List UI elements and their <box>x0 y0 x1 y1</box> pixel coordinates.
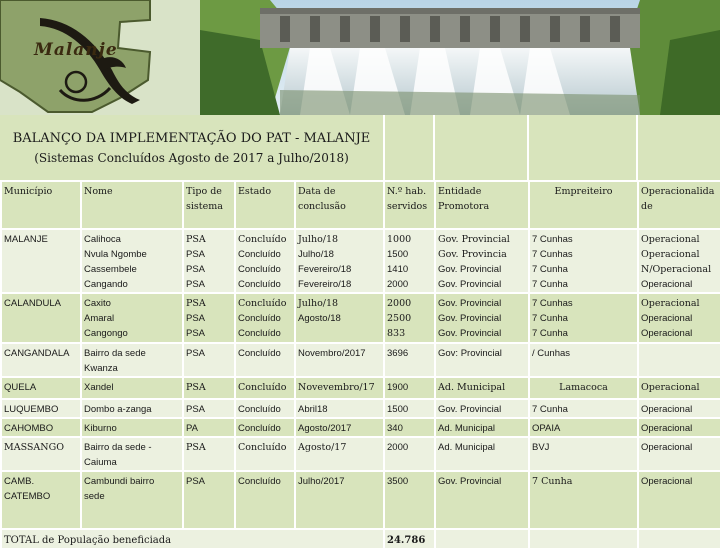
page-title: BALANÇO DA IMPLEMENTAÇÃO DO PAT - MALANJE <box>12 131 371 146</box>
cell-operacional: Operacional <box>638 418 720 437</box>
cell-entidade: Ad. Municipal <box>435 418 529 437</box>
cell-hab: 3500 <box>384 471 435 529</box>
header-nome: Nome <box>81 181 183 229</box>
total-empty <box>638 529 720 549</box>
table-row <box>1 293 720 343</box>
cell-tipo: PSA <box>183 471 235 529</box>
cell-hab: 3696 <box>384 343 435 377</box>
cell-empreiteiro: BVJ <box>529 437 638 471</box>
header-empreiteiro: Empreiteiro <box>529 181 638 229</box>
cell-data: Agosto/17 <box>295 437 384 471</box>
cell-entidade: Gov. Provincial <box>435 471 529 529</box>
title-divider <box>383 115 385 180</box>
cell-nome: Dombo a-zanga <box>81 399 183 418</box>
table-row <box>1 418 720 437</box>
cell-data: Abril18 <box>295 399 384 418</box>
cell-estado: Concluído Concluído Concluído Concluído <box>235 229 295 293</box>
cell-entidade: Gov. Provincial <box>435 399 529 418</box>
cell-empreiteiro: 7 Cunhas 7 Cunhas 7 Cunha 7 Cunha <box>529 229 638 293</box>
cell-nome: Xandel <box>81 377 183 399</box>
cell-data: Julho/18 Julho/18 Fevereiro/18 Fevereiro/18 <box>295 229 384 293</box>
cell-data: Julho/2017 <box>295 471 384 529</box>
cell-operacional: Operacional <box>638 399 720 418</box>
header-hab: N.º hab. servidos <box>384 181 435 229</box>
cell-entidade: Gov. Provincial Gov. Provincia Gov. Provincial Gov. Provincial <box>435 229 529 293</box>
header-estado: Estado <box>235 181 295 229</box>
cell-operacional: Operacional <box>638 377 720 399</box>
title-block <box>0 115 720 180</box>
cell-nome: Bairro da sede Kwanza <box>81 343 183 377</box>
header-operacional: Operacionalida de <box>638 181 720 229</box>
cell-hab: 2000 2500 833 <box>384 293 435 343</box>
table-row <box>1 437 720 471</box>
cell-data: Novevembro/17 <box>295 377 384 399</box>
cell-nome: Caxito Amaral Cangongo <box>81 293 183 343</box>
table-row <box>1 377 720 399</box>
table-row <box>1 343 720 377</box>
header-municipio: Município <box>1 181 81 229</box>
total-row <box>1 529 720 549</box>
cell-data: Julho/18 Agosto/18 <box>295 293 384 343</box>
cell-hab: 2000 <box>384 437 435 471</box>
cell-hab: 1000 1500 1410 2000 <box>384 229 435 293</box>
cell-municipio: MASSANGO <box>1 437 81 471</box>
header-entidade: Entidade Promotora <box>435 181 529 229</box>
cell-operacional: Operacional Operacional Operacional <box>638 293 720 343</box>
cell-nome: Bairro da sede - Caiuma <box>81 437 183 471</box>
cell-municipio: LUQUEMBO <box>1 399 81 418</box>
title-divider <box>527 115 529 180</box>
cell-data: Novembro/2017 <box>295 343 384 377</box>
logo-text: Malanje <box>34 40 118 60</box>
table-row <box>1 229 720 293</box>
cell-municipio: QUELA <box>1 377 81 399</box>
systems-table <box>0 180 720 550</box>
cell-entidade: Gov. Provincial Gov. Provincial Gov. Provincial <box>435 293 529 343</box>
cell-tipo: PSA <box>183 437 235 471</box>
cell-operacional: Operacional Operacional N/Operacional Operacional <box>638 229 720 293</box>
cell-municipio: CAMB. CATEMBO <box>1 471 81 529</box>
cell-nome: Cambundi bairro sede <box>81 471 183 529</box>
cell-estado: Concluído <box>235 377 295 399</box>
total-empty <box>529 529 638 549</box>
cell-estado: Concluído <box>235 471 295 529</box>
cell-entidade: Ad. Municipal <box>435 377 529 399</box>
cell-entidade: Ad. Municipal <box>435 437 529 471</box>
cell-estado: Concluído <box>235 399 295 418</box>
cell-municipio: MALANJE <box>1 229 81 293</box>
cell-nome: Kiburno <box>81 418 183 437</box>
cell-municipio: CANGANDALA <box>1 343 81 377</box>
cell-empreiteiro: / Cunhas <box>529 343 638 377</box>
cell-tipo: PSA PSA PSA <box>183 293 235 343</box>
cell-operacional: Operacional <box>638 471 720 529</box>
header-banner <box>0 0 720 115</box>
cell-estado: Concluído <box>235 437 295 471</box>
cell-empreiteiro: 7 Cunha <box>529 471 638 529</box>
cell-hab: 340 <box>384 418 435 437</box>
cell-nome: Calihoca Nvula Ngombe Cassembele Cangando <box>81 229 183 293</box>
cell-municipio: CAHOMBO <box>1 418 81 437</box>
cell-empreiteiro: 7 Cunha <box>529 399 638 418</box>
header-tipo: Tipo de sistema <box>183 181 235 229</box>
title-divider <box>636 115 638 180</box>
cell-empreiteiro: Lamacoca <box>529 377 638 399</box>
cell-municipio: CALANDULA <box>1 293 81 343</box>
table-row <box>1 471 720 529</box>
table-row <box>1 399 720 418</box>
total-value: 24.786 <box>384 529 435 549</box>
cell-estado: Concluído <box>235 343 295 377</box>
cell-estado: Concluído Concluído Concluído <box>235 293 295 343</box>
total-empty <box>435 529 529 549</box>
total-label: TOTAL de População beneficiada <box>1 529 384 549</box>
cell-operacional <box>638 343 720 377</box>
header-data: Data de conclusão <box>295 181 384 229</box>
dam-photo <box>200 0 720 115</box>
cell-tipo: PSA <box>183 399 235 418</box>
title-divider <box>433 115 435 180</box>
cell-entidade: Gov: Provincial <box>435 343 529 377</box>
cell-empreiteiro: 7 Cunhas 7 Cunha 7 Cunha <box>529 293 638 343</box>
cell-data: Agosto/2017 <box>295 418 384 437</box>
cell-empreiteiro: OPAIA <box>529 418 638 437</box>
cell-tipo: PSA <box>183 377 235 399</box>
cell-tipo: PSA PSA PSA PSA <box>183 229 235 293</box>
cell-hab: 1500 <box>384 399 435 418</box>
province-logo <box>0 0 200 115</box>
table-header-row <box>1 181 720 229</box>
cell-estado: Concluído <box>235 418 295 437</box>
cell-tipo: PSA <box>183 343 235 377</box>
cell-operacional: Operacional <box>638 437 720 471</box>
page-subtitle: (Sistemas Concluídos Agosto de 2017 a Julho/2018) <box>34 151 349 165</box>
cell-tipo: PA <box>183 418 235 437</box>
cell-hab: 1900 <box>384 377 435 399</box>
